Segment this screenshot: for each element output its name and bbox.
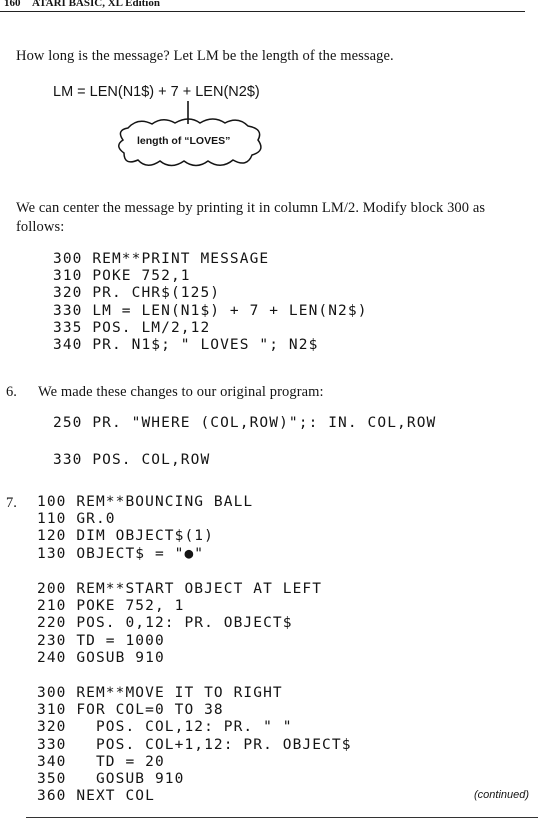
lm-formula: LM = LEN(N1$) + 7 + LEN(N2$) bbox=[53, 84, 260, 100]
continued-label: (continued) bbox=[474, 789, 530, 801]
callout-label: length of “LOVES” bbox=[137, 135, 231, 147]
item-number-6: 6. bbox=[6, 384, 17, 400]
item-6-text: We made these changes to our original program: bbox=[38, 384, 324, 400]
page-number: 160 bbox=[4, 0, 21, 9]
code-block-300: 300 REM**PRINT MESSAGE 310 POKE 752,1 320 PR. CHR$(125) 330 LM = LEN(N1$) + 7 + LEN(N2$) 335 POS. LM/2,12 340 PR. N1$; " LOVES "; N2$ bbox=[53, 251, 368, 354]
code-block-200: 200 REM**START OBJECT AT LEFT 210 POKE 752, 1 220 POS. 0,12: PR. OBJECT$ 230 TD = 1000 240 GOSUB 910 bbox=[37, 581, 323, 666]
code-block-100: 100 REM**BOUNCING BALL 110 GR.0 120 DIM OBJECT$(1) 130 OBJECT$ = "●" bbox=[37, 494, 254, 562]
code-block-300-bouncing: 300 REM**MOVE IT TO RIGHT 310 FOR COL=0 TO 38 320 POS. COL,12: PR. " " 330 POS. COL+1,12: PR. OBJECT$ 340 TD = 20 350 GOSUB 910 360 NEXT COL bbox=[37, 685, 352, 805]
code-line-330: 330 POS. COL,ROW bbox=[53, 452, 211, 468]
footer-rule bbox=[26, 817, 538, 818]
intro-paragraph: How long is the message? Let LM be the length of the message. bbox=[16, 48, 394, 64]
center-paragraph: We can center the message by printing it in column LM/2. Modify block 300 as follows: bbox=[16, 200, 486, 235]
code-line-250: 250 PR. "WHERE (COL,ROW)";: IN. COL,ROW bbox=[53, 415, 437, 431]
callout-cloud-drawing bbox=[0, 0, 300, 180]
book-title: ATARI BASIC, XL Edition bbox=[32, 0, 160, 9]
item-number-7: 7. bbox=[6, 495, 17, 511]
